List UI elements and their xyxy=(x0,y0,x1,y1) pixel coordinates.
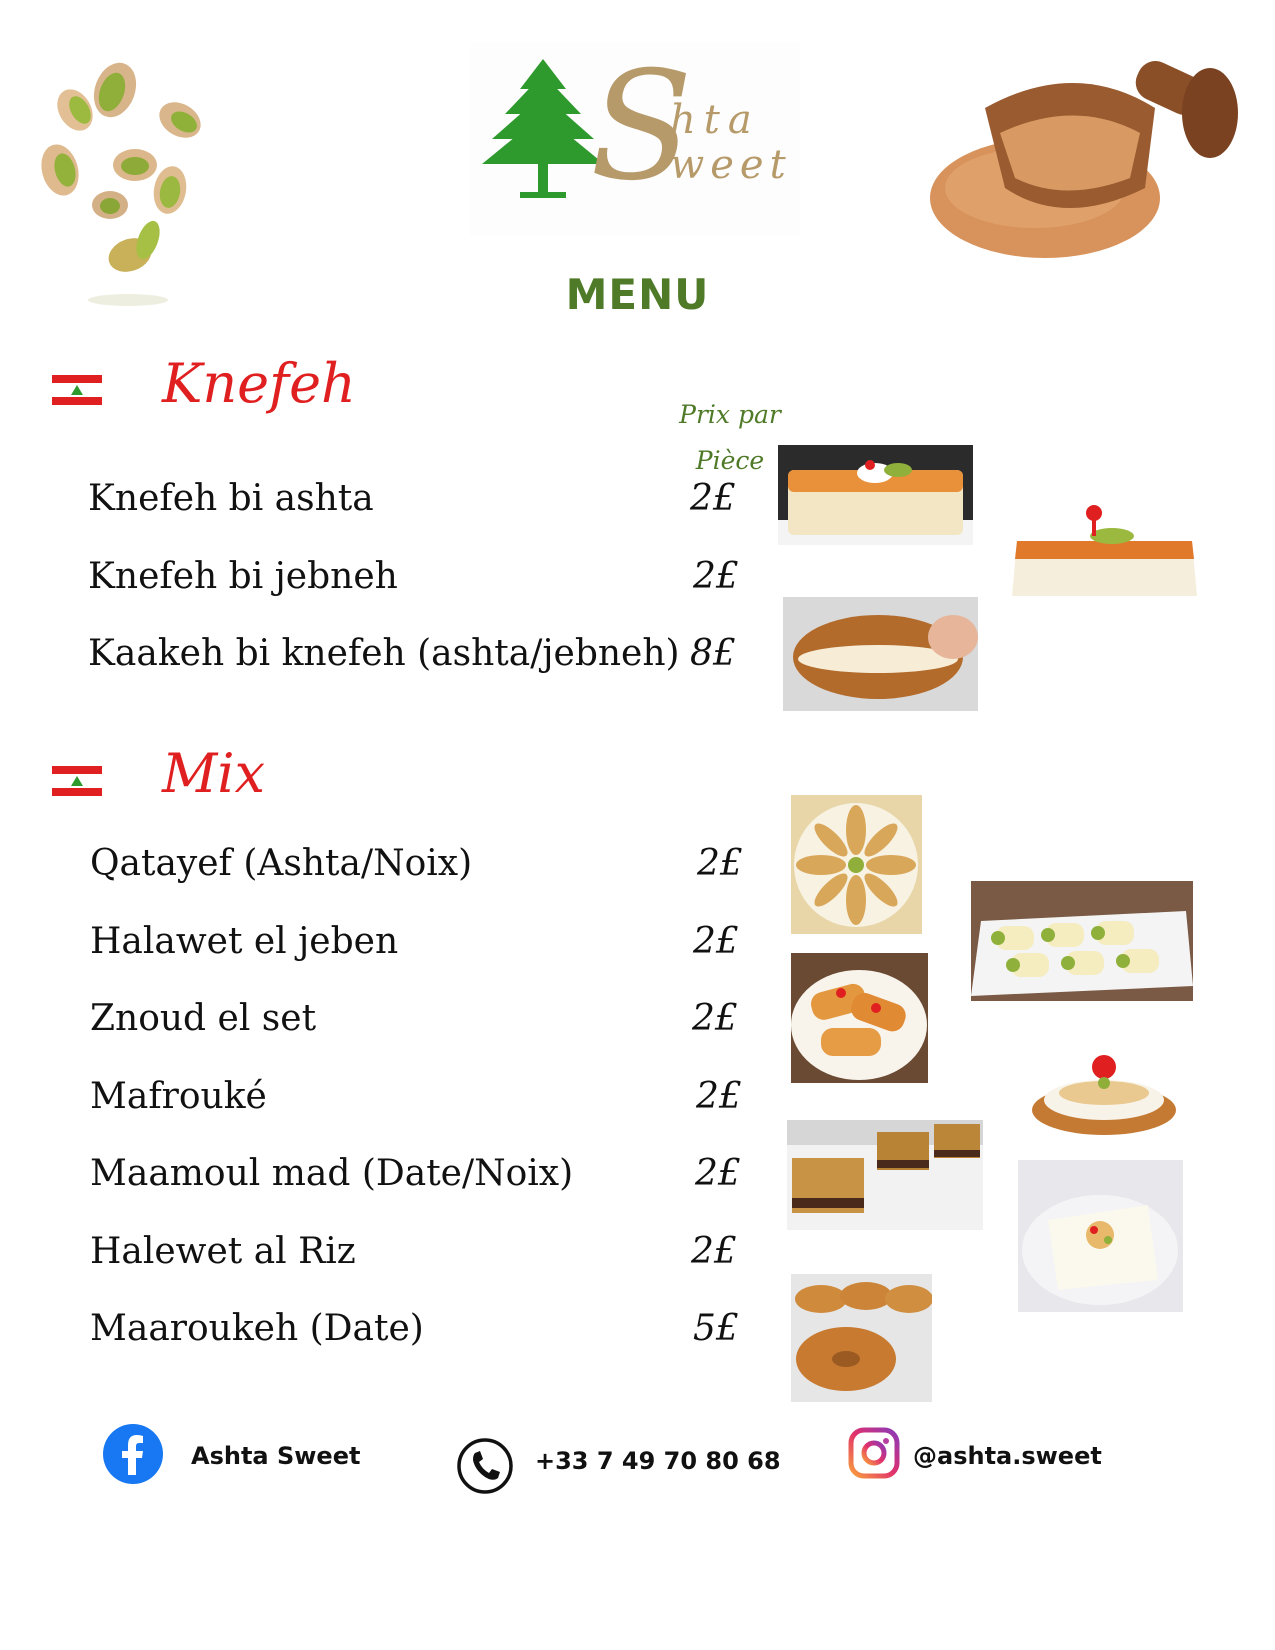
price-header-line-2: Pièce xyxy=(695,446,765,475)
mafrouke-photo xyxy=(1021,1005,1187,1147)
pistachios-image xyxy=(20,30,220,310)
maaroukeh-photo xyxy=(791,1274,932,1402)
menu-item-price: 8£ xyxy=(690,633,736,674)
instagram-icon[interactable] xyxy=(848,1427,900,1479)
phone-icon[interactable] xyxy=(455,1437,515,1495)
menu-item-price: 2£ xyxy=(692,998,738,1039)
menu-item-price: 2£ xyxy=(697,843,743,884)
lebanon-flag-icon xyxy=(52,375,102,405)
facebook-label[interactable]: Ashta Sweet xyxy=(191,1442,361,1470)
price-header-line-1: Prix par xyxy=(679,400,781,429)
menu-item-price: 2£ xyxy=(693,556,739,597)
znoud-el-set-photo xyxy=(791,953,928,1083)
maamoul-mad-photo xyxy=(787,1120,983,1230)
sugar-scoop-image xyxy=(925,38,1265,288)
kaakeh-knefeh-photo xyxy=(783,597,978,711)
menu-item-name: Halewet al Riz xyxy=(90,1231,356,1272)
menu-item-name: Mafrouké xyxy=(90,1076,267,1117)
menu-item-name: Maaroukeh (Date) xyxy=(90,1308,424,1349)
knefeh-ashta-photo xyxy=(778,445,973,545)
menu-item-price: 2£ xyxy=(690,478,736,519)
menu-item-name: Znoud el set xyxy=(90,998,317,1039)
menu-item-name: Qatayef (Ashta/Noix) xyxy=(90,843,473,884)
section-title-knefeh: Knefeh xyxy=(162,352,356,415)
facebook-icon[interactable] xyxy=(102,1423,164,1485)
knefeh-jebneh-photo xyxy=(997,491,1212,618)
logo-line-1: hta xyxy=(670,97,760,143)
halawet-el-jeben-photo xyxy=(971,881,1193,1001)
menu-item-name: Kaakeh bi knefeh (ashta/jebneh) xyxy=(88,633,680,674)
instagram-handle[interactable]: @ashta.sweet xyxy=(913,1442,1102,1470)
menu-item-price: 5£ xyxy=(693,1308,739,1349)
menu-item-name: Halawet el jeben xyxy=(90,921,399,962)
menu-item-price: 2£ xyxy=(695,1153,741,1194)
halewet-al-riz-photo xyxy=(1018,1160,1183,1312)
menu-item-name: Maamoul mad (Date/Noix) xyxy=(90,1153,574,1194)
menu-item-price: 2£ xyxy=(696,1076,742,1117)
logo-line-2: weet xyxy=(670,142,792,188)
ashta-sweet-logo xyxy=(470,42,800,236)
menu-item-name: Knefeh bi ashta xyxy=(88,478,374,519)
section-title-mix: Mix xyxy=(162,742,266,805)
menu-title: MENU xyxy=(565,270,710,319)
menu-item-price: 2£ xyxy=(693,921,739,962)
menu-item-name: Knefeh bi jebneh xyxy=(88,556,398,597)
logo-initial: S xyxy=(590,40,693,214)
menu-item-price: 2£ xyxy=(691,1231,737,1272)
lebanon-flag-icon xyxy=(52,766,102,796)
qatayef-photo xyxy=(791,795,922,934)
phone-number[interactable]: +33 7 49 70 80 68 xyxy=(535,1447,781,1475)
